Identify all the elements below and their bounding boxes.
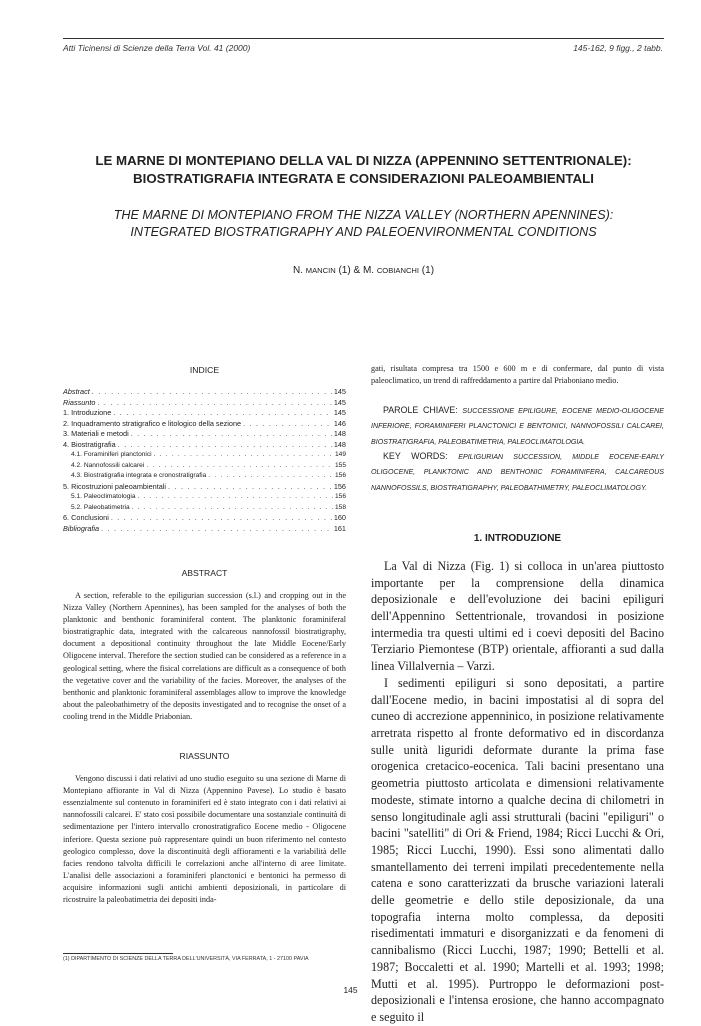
toc-entry [63,513,346,524]
left-column [63,365,346,906]
toc-entry-page: 148 [333,429,346,438]
toc-entry-page: 145 [333,408,346,417]
toc-leader-dots [101,524,333,535]
keywords-italian [371,403,664,449]
toc-entry-page: 145 [333,387,346,396]
keywords-english-value: EPILIGURIAN SUCCESSION, MIDDLE EOCENE-EARLY OLIGOCENE, PLANKTONIC AND BENTHONIC FORAMINIFERA, CALCAREOUS NANNOFOSSILS, BIOSTRATIGRAPHY, PALEOBATHIMETRY, PALEOCLIMATOLOGY. [371,453,665,492]
toc-entry-page: 156 [333,481,346,491]
toc-entry-label: 4.3. Biostratigrafia integrata e cronostratigrafia [71,472,207,479]
title-english [63,207,664,241]
toc-entry-label: Riassunto [63,397,96,407]
toc-entry-label: 5.2. Paleobatimetria [71,503,130,511]
author-2-note: (1) [419,265,435,276]
riassunto-continuation: gati, risultata compresa tra 1500 e 600 m e di confermare, dal punto di vista paleoclimatico, un trend di raffreddamento a partire dal Priaboniano medio. [371,364,664,386]
toc-entry [63,398,346,409]
toc-leader-dots [138,492,334,503]
keywords-italian-value: SUCCESSIONE EPILIGURE, EOCENE MEDIO-OLIGOCENE INFERIORE, FORAMINIFERI PLANCTONICI E BENTONICI, NANNOFOSSILI CALCAREI, BIOSTRATIGRAFIA, PALEOBATIMETRIA, PALEOCLIMATOLOGIA. [371,407,664,446]
page-range: 145-162, 9 figg., 2 tabb. [573,43,663,53]
toc-leader-dots [132,503,334,514]
toc-entry-label: 4. Biostratigrafia [63,439,116,449]
toc-entry-page: 156 [334,472,346,479]
toc-entry-label: 5.1. Paleoclimatologia [71,493,136,500]
footnote-affiliation: (1) DIPARTIMENTO DI SCIENZE DELLA TERRA DELL'UNIVERSITÀ, VIA FERRATA, 1 - 27100 PAVIA [63,956,309,962]
toc-leader-dots [131,429,333,440]
toc-entry [63,482,346,493]
toc-entry-label: 4.2. Nannofossili calcarei [71,461,145,469]
table-of-contents [63,387,346,534]
author-2-surname: COBIANCHI [376,266,420,275]
toc-entry-label: Abstract [63,387,90,396]
title-english-line-2: INTEGRATED BIOSTRATIGRAPHY AND PALEOENVIRONMENTAL CONDITIONS [130,225,597,239]
toc-leader-dots [113,408,333,419]
toc-entry [63,524,346,535]
right-column [371,363,664,1026]
toc-entry-page: 146 [333,418,346,428]
abstract-heading: ABSTRACT [181,568,228,578]
introduction-body [371,558,664,1026]
riassunto-text: Vengono discussi i dati relativi ad uno studio eseguito su una sezione di Marne di Montepiano affiorante in Val di Nizza (Appennino Pavese). Lo studio è basato essenzialmente sul contenuto in foraminiferi ed è stato integrato con i dati relativi ai nannofossili calcarei. E' stato così possibile documentare una sostanziale continuità di sedimentazione per l'intero intervallo cronostratigrafico Eocene medio - Oligocene inferiore. Questa sezione può rappresentare quindi un buon riferimento nel contesto geologico complesso, dove la discontinuità degli affioramenti e la variabilità delle facies rendono talvolta difficili le correlazioni anche all'interno di aree limitate. L'analisi delle associazioni a foraminiferi planctonici e bentonici ha permesso di acquisire informazioni sugli antichi ambienti deposizionali, in particolare di ricostruire la paleobatimetria dei depositi inda- [63,774,346,904]
toc-entry-label: 6. Conclusioni [63,513,109,522]
author-separator: & [350,265,363,276]
title-italian [63,152,664,188]
toc-leader-dots [92,387,333,398]
toc-entry-page: 160 [333,513,346,522]
toc-leader-dots [146,461,334,472]
toc-entry [63,429,346,440]
toc-entry-page: 158 [334,503,346,511]
toc-entry [63,419,346,430]
keywords-english [371,449,664,495]
index-heading: INDICE [189,365,220,375]
toc-entry-label: 5. Ricostruzioni paleoambientali [63,481,167,491]
toc-entry-label: 2. Inquadramento stratigrafico e litologico della sezione [63,418,242,428]
toc-entry-page: 148 [333,439,346,449]
title-italian-line-2: BIOSTRATIGRAFIA INTEGRATA E CONSIDERAZIONI PALEOAMBIENTALI [133,171,594,186]
toc-leader-dots [243,419,333,430]
author-1-note: (1) [335,265,351,276]
toc-leader-dots [154,450,334,461]
toc-entry-label: Bibliografia [63,523,100,533]
toc-entry [63,408,346,419]
author-1-initial: N. [292,265,306,276]
toc-entry [63,461,346,472]
toc-leader-dots [168,482,333,493]
toc-entry-page: 156 [334,493,346,500]
toc-entry-page: 161 [333,523,346,533]
keywords-block [371,403,664,495]
toc-entry-label: 4.1. Foraminiferi planctonici [71,451,152,458]
toc-leader-dots [208,471,334,482]
author-line [63,265,664,276]
toc-leader-dots [118,440,333,451]
toc-entry [63,387,346,398]
page-number: 145 [343,985,358,995]
abstract-text: A section, referable to the epiligurian succession (s.l.) and cropping out in the Nizza Valley (Northern Apennines), has been sampled for the analyses of both the planktonic and benthonic foraminiferal content. The planktonic foraminiferal biostratigraphic data, integrated with the calcareous nannofossil biostratigraphy, document a depositional continuity throughout the late Middle Eocene/Early Oligocene interval. Therefore the section studied can be considered as a reference in a geological setting, where the fisical correlations are difficult as a consequence of both the vegetative cover and the variability of the facies. Moreover, the analyses of the benthonic and planktonic foraminiferal assemblages allow to improve the knowledge about the paleobathimetry of the deposits investigated and to recognise the onset of a cooling trend in the Middle Priabonian. [63,591,346,721]
keywords-english-label: KEY WORDS: [383,451,459,462]
title-italian-line-1: LE MARNE DI MONTEPIANO DELLA VAL DI NIZZA (APPENNINO SETTENTRIONALE): [95,153,632,168]
author-1-surname: MANCIN [305,266,336,275]
toc-entry [63,503,346,514]
toc-leader-dots [111,513,333,524]
footnote-rule [63,953,173,954]
toc-leader-dots [97,398,332,409]
introduction-heading: 1. INTRODUZIONE [473,532,562,544]
header-rule [63,38,664,39]
journal-citation: Atti Ticinensi di Scienze della Terra Vol. 41 (2000) [63,43,251,53]
title-english-line-1: THE MARNE DI MONTEPIANO FROM THE NIZZA VALLEY (NORTHERN APENNINES): [113,208,614,222]
introduction-paragraph-2: I sedimenti epiliguri si sono depositati, a partire dall'Eocene medio, in bacini impostatisi al di sopra del cuneo di accrezione appenninico, in posizione relativamente arretrata rispetto al fronte deformativo ed in discordanza sulle unità liguridi deformate durante la prima fase orogenica cretacico-eocenica. Tali bacini presentano una geometria piuttosto articolata e dimensioni relativamente modeste, stimate intorno a qualche decina di chilometri in senso longitudinale agli assi strutturali (bacini "epiliguri" o bacini "satelliti" di Ori & Friend, 1984; Ricci Lucchi & Ori, 1985; Ricci Lucchi, 1990). Essi sono alimentati dallo smantellamento dei terreni impilati precedentemente nella catena e sono caratterizzati da brusche variazioni laterali delle geometrie e dello stile deposizionale, da una topografia interna molto complessa, da depositi risedimentati immaturi e disorganizzati e da fenomeni di cannibalismo (Ricci Lucchi, 1987; 1990; Bettelli et al. 1987; Boccaletti et al. 1990; Martelli et al. 1993; 1998; Mutti et al. 1995). Purtroppo le deformazioni post-deposizionali e l'intensa erosione, che hanno accompagnato e seguito il [371,675,664,1024]
toc-entry-page: 155 [334,461,346,469]
introduction-paragraph-1: La Val di Nizza (Fig. 1) si colloca in un'area piuttosto importante per la comprensione della dinamica deposizionale e dell'evoluzione dei bacini epiliguri dell'Appennino Settentrionale, trovandosi in posizione intermedia tra questi ultimi ed i coevi depositi del Bacino Terziario Piemontese (BTP) orientale, affioranti a sud dalla linea Villalvernia – Varzi. [371,558,664,674]
keywords-italian-label: PAROLE CHIAVE: [383,405,463,416]
toc-entry-label: 1. Introduzione [63,408,112,417]
toc-entry [63,450,346,461]
toc-entry [63,471,346,482]
toc-entry [63,492,346,503]
toc-entry-label: 3. Materiali e metodi [63,429,129,438]
riassunto-heading: RIASSUNTO [179,751,230,762]
toc-entry-page: 149 [334,451,346,458]
author-2-initial: M. [362,265,377,276]
toc-entry [63,440,346,451]
toc-entry-page: 145 [333,397,346,407]
